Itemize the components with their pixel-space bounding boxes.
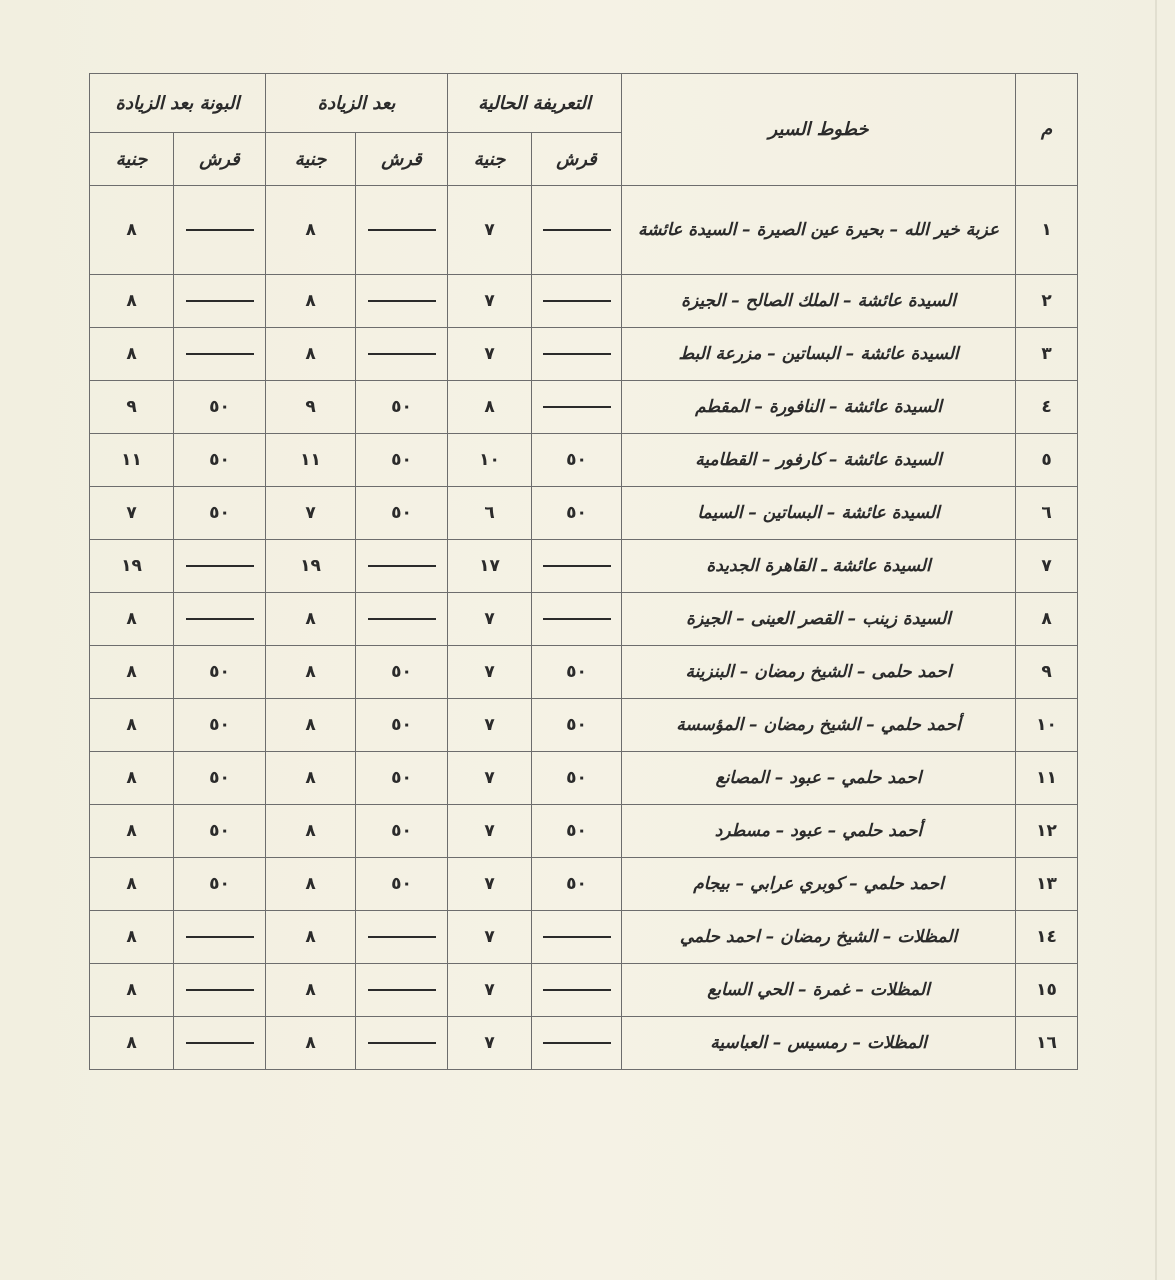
increase-pound-cell: ٨ bbox=[266, 699, 356, 752]
current-pound-cell: ٧ bbox=[448, 752, 532, 805]
empty-dash bbox=[186, 565, 254, 567]
row-number: ١٤ bbox=[1016, 911, 1078, 964]
increase-pound-header: جنية bbox=[266, 133, 356, 186]
increase-piaster-cell bbox=[356, 593, 448, 646]
empty-dash bbox=[186, 618, 254, 620]
increase-piaster-cell: ٥٠ bbox=[356, 434, 448, 487]
increase-piaster-cell: ٥٠ bbox=[356, 487, 448, 540]
row-number: ٨ bbox=[1016, 593, 1078, 646]
ticket-piaster-cell bbox=[174, 540, 266, 593]
empty-dash bbox=[186, 353, 254, 355]
ticket-pound-cell: ٩ bbox=[90, 381, 174, 434]
ticket-pound-cell: ١١ bbox=[90, 434, 174, 487]
ticket-piaster-header: قرش bbox=[174, 133, 266, 186]
empty-dash bbox=[368, 1042, 436, 1044]
ticket-pound-cell: ٨ bbox=[90, 964, 174, 1017]
increase-pound-cell: ٨ bbox=[266, 911, 356, 964]
increase-piaster-cell bbox=[356, 186, 448, 275]
route-cell: السيدة عائشة ـ القاهرة الجديدة bbox=[622, 540, 1016, 593]
ticket-pound-cell: ٨ bbox=[90, 275, 174, 328]
ticket-pound-header: جنية bbox=[90, 133, 174, 186]
route-cell: المظلات – الشيخ رمضان – احمد حلمي bbox=[622, 911, 1016, 964]
current-piaster-cell: ٥٠ bbox=[532, 805, 622, 858]
increase-piaster-cell bbox=[356, 1017, 448, 1070]
increase-pound-cell: ٨ bbox=[266, 805, 356, 858]
ticket-piaster-cell: ٥٠ bbox=[174, 646, 266, 699]
ticket-pound-cell: ٨ bbox=[90, 646, 174, 699]
row-number: ٢ bbox=[1016, 275, 1078, 328]
increase-pound-cell: ٨ bbox=[266, 858, 356, 911]
table-row bbox=[90, 487, 1078, 540]
row-number: ١٣ bbox=[1016, 858, 1078, 911]
empty-dash bbox=[543, 618, 611, 620]
empty-dash bbox=[543, 300, 611, 302]
increase-pound-cell: ١٩ bbox=[266, 540, 356, 593]
current-piaster-cell bbox=[532, 328, 622, 381]
table-row bbox=[90, 646, 1078, 699]
ticket-piaster-cell bbox=[174, 1017, 266, 1070]
row-number: ١٢ bbox=[1016, 805, 1078, 858]
row-number: ٤ bbox=[1016, 381, 1078, 434]
ticket-piaster-cell: ٥٠ bbox=[174, 487, 266, 540]
ticket-pound-cell: ٨ bbox=[90, 752, 174, 805]
current-piaster-cell: ٥٠ bbox=[532, 752, 622, 805]
increase-piaster-cell: ٥٠ bbox=[356, 646, 448, 699]
increase-piaster-cell: ٥٠ bbox=[356, 699, 448, 752]
increase-pound-cell: ٨ bbox=[266, 275, 356, 328]
ticket-pound-cell: ٨ bbox=[90, 699, 174, 752]
increase-piaster-cell: ٥٠ bbox=[356, 858, 448, 911]
ticket-pound-cell: ١٩ bbox=[90, 540, 174, 593]
ticket-piaster-cell bbox=[174, 186, 266, 275]
table-row bbox=[90, 275, 1078, 328]
current-pound-cell: ٧ bbox=[448, 858, 532, 911]
increase-piaster-header: قرش bbox=[356, 133, 448, 186]
current-pound-cell: ٧ bbox=[448, 186, 532, 275]
empty-dash bbox=[186, 936, 254, 938]
ticket-piaster-cell bbox=[174, 911, 266, 964]
increase-pound-cell: ١١ bbox=[266, 434, 356, 487]
empty-dash bbox=[368, 618, 436, 620]
current-piaster-cell: ٥٠ bbox=[532, 487, 622, 540]
empty-dash bbox=[186, 300, 254, 302]
empty-dash bbox=[368, 229, 436, 231]
route-cell: السيدة عائشة – البساتين – مزرعة البط bbox=[622, 328, 1016, 381]
fare-table-body bbox=[90, 186, 1078, 1070]
increase-piaster-cell bbox=[356, 964, 448, 1017]
current-pound-cell: ٧ bbox=[448, 699, 532, 752]
route-cell: المظلات – رمسيس – العباسية bbox=[622, 1017, 1016, 1070]
table-row bbox=[90, 328, 1078, 381]
route-cell: السيدة عائشة – كارفور – القطامية bbox=[622, 434, 1016, 487]
route-cell: احمد حلمى – الشيخ رمضان – البنزينة bbox=[622, 646, 1016, 699]
current-pound-cell: ٧ bbox=[448, 275, 532, 328]
empty-dash bbox=[368, 565, 436, 567]
ticket-piaster-cell: ٥٠ bbox=[174, 434, 266, 487]
current-piaster-cell: ٥٠ bbox=[532, 434, 622, 487]
row-number: ١٠ bbox=[1016, 699, 1078, 752]
route-cell: السيدة عائشة – النافورة – المقطم bbox=[622, 381, 1016, 434]
current-piaster-cell: ٥٠ bbox=[532, 858, 622, 911]
row-number: ١١ bbox=[1016, 752, 1078, 805]
route-cell: أحمد حلمي – عبود – مسطرد bbox=[622, 805, 1016, 858]
table-row bbox=[90, 699, 1078, 752]
table-row bbox=[90, 434, 1078, 487]
increase-pound-cell: ٨ bbox=[266, 1017, 356, 1070]
empty-dash bbox=[543, 989, 611, 991]
current-pound-cell: ٧ bbox=[448, 911, 532, 964]
ticket-piaster-cell: ٥٠ bbox=[174, 699, 266, 752]
page-edge-shadow bbox=[1155, 0, 1157, 1280]
empty-dash bbox=[543, 1042, 611, 1044]
table-row bbox=[90, 381, 1078, 434]
current-pound-cell: ١٧ bbox=[448, 540, 532, 593]
ticket-pound-cell: ٨ bbox=[90, 1017, 174, 1070]
current-pound-cell: ٦ bbox=[448, 487, 532, 540]
ticket-pound-cell: ٨ bbox=[90, 593, 174, 646]
current-pound-cell: ١٠ bbox=[448, 434, 532, 487]
row-number: ٧ bbox=[1016, 540, 1078, 593]
increase-pound-cell: ٨ bbox=[266, 752, 356, 805]
table-row bbox=[90, 964, 1078, 1017]
current-piaster-cell bbox=[532, 540, 622, 593]
row-number: ١٥ bbox=[1016, 964, 1078, 1017]
empty-dash bbox=[543, 565, 611, 567]
increase-piaster-cell bbox=[356, 328, 448, 381]
table-row bbox=[90, 805, 1078, 858]
current-piaster-cell: ٥٠ bbox=[532, 646, 622, 699]
current-pound-cell: ٧ bbox=[448, 1017, 532, 1070]
route-cell: المظلات – غمرة – الحي السابع bbox=[622, 964, 1016, 1017]
route-cell: احمد حلمي – كوبري عرابي – بيجام bbox=[622, 858, 1016, 911]
route-cell: السيدة عائشة – البساتين – السيما bbox=[622, 487, 1016, 540]
ticket-piaster-cell bbox=[174, 593, 266, 646]
route-cell: أحمد حلمي – الشيخ رمضان – المؤسسة bbox=[622, 699, 1016, 752]
route-cell: السيدة زينب – القصر العينى – الجيزة bbox=[622, 593, 1016, 646]
current-piaster-cell bbox=[532, 593, 622, 646]
empty-dash bbox=[543, 936, 611, 938]
increase-piaster-cell: ٥٠ bbox=[356, 805, 448, 858]
table-row bbox=[90, 858, 1078, 911]
ticket-piaster-cell bbox=[174, 964, 266, 1017]
current-piaster-cell: ٥٠ bbox=[532, 699, 622, 752]
current-pound-cell: ٨ bbox=[448, 381, 532, 434]
ticket-piaster-cell bbox=[174, 275, 266, 328]
current-pound-header: جنية bbox=[448, 133, 532, 186]
current-pound-cell: ٧ bbox=[448, 964, 532, 1017]
increase-pound-cell: ٨ bbox=[266, 186, 356, 275]
table-row bbox=[90, 593, 1078, 646]
ticket-piaster-cell bbox=[174, 328, 266, 381]
empty-dash bbox=[368, 936, 436, 938]
increase-pound-cell: ٨ bbox=[266, 328, 356, 381]
row-number: ٣ bbox=[1016, 328, 1078, 381]
table-row bbox=[90, 1017, 1078, 1070]
route-cell: السيدة عائشة – الملك الصالح – الجيزة bbox=[622, 275, 1016, 328]
empty-dash bbox=[186, 1042, 254, 1044]
current-piaster-cell bbox=[532, 1017, 622, 1070]
table-row bbox=[90, 752, 1078, 805]
increase-pound-cell: ٨ bbox=[266, 964, 356, 1017]
current-piaster-cell bbox=[532, 911, 622, 964]
current-piaster-cell bbox=[532, 275, 622, 328]
current-piaster-cell bbox=[532, 964, 622, 1017]
ticket-pound-cell: ٨ bbox=[90, 328, 174, 381]
ticket-pound-cell: ٧ bbox=[90, 487, 174, 540]
empty-dash bbox=[368, 353, 436, 355]
row-number: ١ bbox=[1016, 186, 1078, 275]
table-row bbox=[90, 186, 1078, 275]
row-number: ١٦ bbox=[1016, 1017, 1078, 1070]
ticket-pound-cell: ٨ bbox=[90, 911, 174, 964]
increase-pound-cell: ٨ bbox=[266, 593, 356, 646]
current-piaster-cell bbox=[532, 381, 622, 434]
increase-pound-cell: ٧ bbox=[266, 487, 356, 540]
empty-dash bbox=[543, 229, 611, 231]
increase-pound-cell: ٩ bbox=[266, 381, 356, 434]
current-fare-header: التعريفة الحالية bbox=[448, 74, 622, 133]
empty-dash bbox=[186, 989, 254, 991]
increase-piaster-cell bbox=[356, 275, 448, 328]
route-cell: احمد حلمي – عبود – المصانع bbox=[622, 752, 1016, 805]
increase-piaster-cell bbox=[356, 540, 448, 593]
increase-pound-cell: ٨ bbox=[266, 646, 356, 699]
row-number: ٦ bbox=[1016, 487, 1078, 540]
increase-piaster-cell bbox=[356, 911, 448, 964]
ticket-pound-cell: ٨ bbox=[90, 186, 174, 275]
current-pound-cell: ٧ bbox=[448, 646, 532, 699]
ticket-piaster-cell: ٥٠ bbox=[174, 752, 266, 805]
index-header: م bbox=[1016, 74, 1078, 186]
route-cell: عزبة خير الله – بحيرة عين الصيرة – السيدة عائشة bbox=[622, 186, 1016, 275]
after-increase-header: بعد الزيادة bbox=[266, 74, 448, 133]
ticket-pound-cell: ٨ bbox=[90, 805, 174, 858]
fare-table bbox=[89, 73, 1078, 1070]
current-piaster-cell bbox=[532, 186, 622, 275]
increase-piaster-cell: ٥٠ bbox=[356, 752, 448, 805]
table-row bbox=[90, 540, 1078, 593]
current-pound-cell: ٧ bbox=[448, 805, 532, 858]
table-row bbox=[90, 911, 1078, 964]
current-piaster-header: قرش bbox=[532, 133, 622, 186]
empty-dash bbox=[543, 406, 611, 408]
row-number: ٥ bbox=[1016, 434, 1078, 487]
empty-dash bbox=[368, 300, 436, 302]
ticket-piaster-cell: ٥٠ bbox=[174, 805, 266, 858]
ticket-piaster-cell: ٥٠ bbox=[174, 858, 266, 911]
current-pound-cell: ٧ bbox=[448, 328, 532, 381]
ticket-pound-cell: ٨ bbox=[90, 858, 174, 911]
empty-dash bbox=[543, 353, 611, 355]
current-pound-cell: ٧ bbox=[448, 593, 532, 646]
empty-dash bbox=[368, 989, 436, 991]
route-header: خطوط السير bbox=[622, 74, 1016, 186]
empty-dash bbox=[186, 229, 254, 231]
ticket-piaster-cell: ٥٠ bbox=[174, 381, 266, 434]
row-number: ٩ bbox=[1016, 646, 1078, 699]
ticket-after-increase-header: البونة بعد الزيادة bbox=[90, 74, 266, 133]
increase-piaster-cell: ٥٠ bbox=[356, 381, 448, 434]
